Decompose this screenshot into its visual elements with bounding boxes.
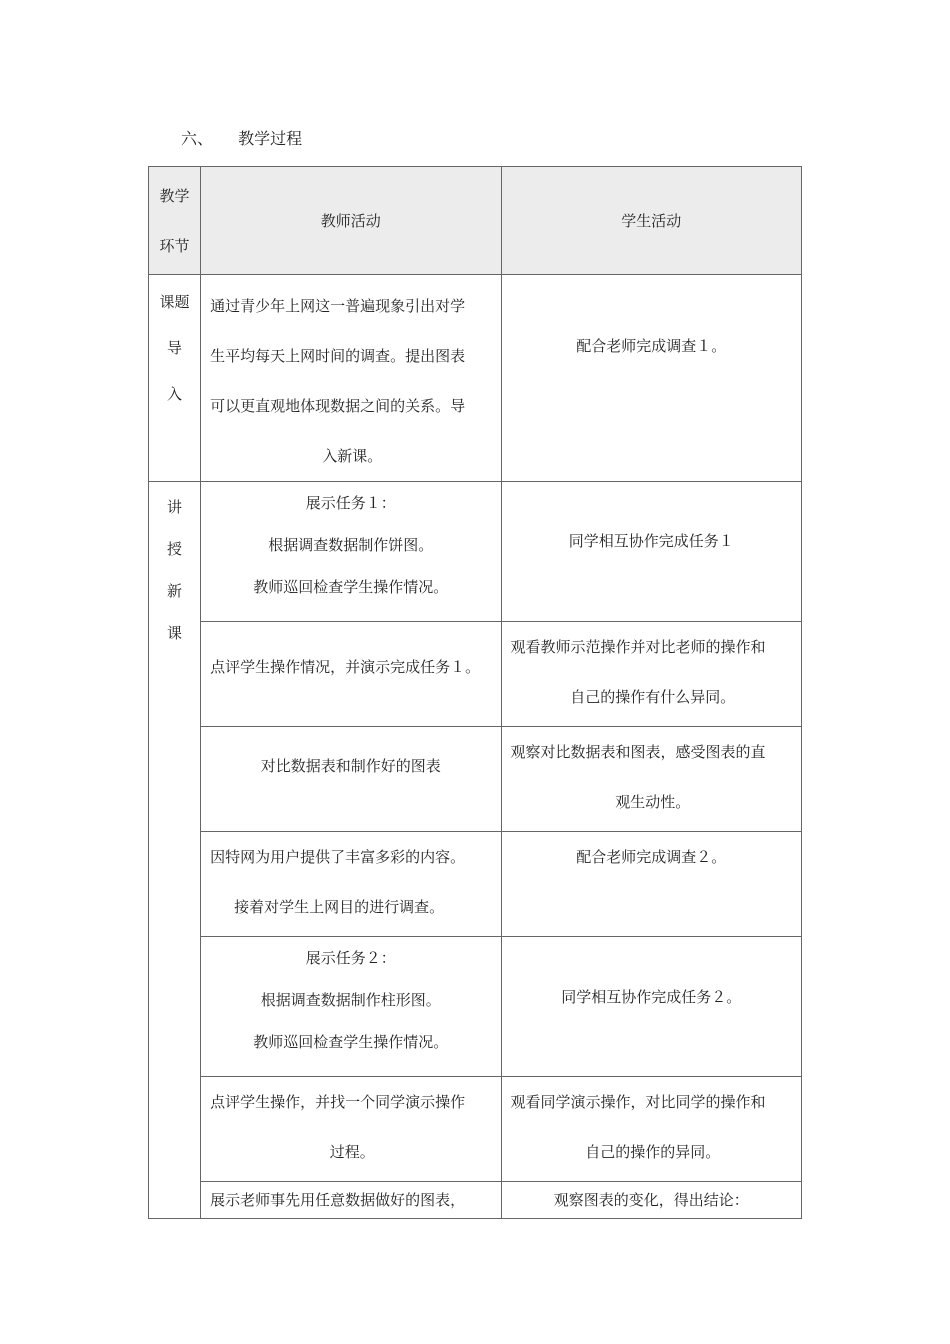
teacher-cell — [201, 1182, 501, 1219]
header-stage-line: 环节 — [159, 237, 190, 255]
stage-text: 课 — [167, 624, 183, 642]
student-cell — [501, 275, 801, 482]
stage-text: 授 — [167, 540, 183, 558]
teacher-cell — [201, 937, 501, 1077]
stage-text: 课题 — [159, 293, 190, 311]
teacher-cell — [201, 275, 501, 482]
table-header-row — [149, 167, 802, 275]
cell-line: 同学相互协作完成任务１ — [568, 532, 734, 550]
table-row — [149, 1182, 802, 1219]
stage-text: 入 — [167, 385, 183, 403]
table-row — [149, 1077, 802, 1182]
table-row — [149, 622, 802, 727]
table-row — [149, 727, 802, 832]
teacher-cell — [201, 482, 501, 622]
student-cell — [501, 727, 801, 832]
header-teacher: 教师活动 — [201, 167, 501, 275]
cell-line: 自己的操作有什么异同。 — [570, 688, 736, 706]
cell-line: 因特网为用户提供了丰富多彩的内容。 — [210, 848, 466, 866]
cell-line: 教师巡回检查学生操作情况。 — [253, 1033, 449, 1051]
student-cell — [501, 1182, 801, 1219]
cell-line: 配合老师完成调查２。 — [576, 848, 727, 866]
cell-line: 根据调查数据制作饼图。 — [268, 536, 434, 554]
cell-line: 观看同学演示操作，对比同学的操作和 — [510, 1093, 766, 1111]
cell-line: 观察对比数据表和图表，感受图表的直 — [510, 743, 766, 761]
student-cell — [501, 482, 801, 622]
stage-cell — [149, 275, 201, 482]
cell-line: 展示任务１： — [305, 494, 396, 512]
cell-line: 生平均每天上网时间的调查。提出图表 — [210, 347, 466, 365]
teaching-process-table — [148, 166, 802, 1219]
stage-cell — [149, 482, 201, 1219]
cell-line: 观看教师示范操作并对比老师的操作和 — [510, 638, 766, 656]
cell-line: 过程。 — [329, 1143, 375, 1161]
cell-line: 点评学生操作情况，并演示完成任务１。 — [210, 658, 481, 676]
cell-line: 根据调查数据制作柱形图。 — [260, 991, 441, 1009]
student-cell — [501, 832, 801, 937]
cell-line: 观察图表的变化，得出结论： — [553, 1191, 749, 1209]
table-row — [149, 275, 802, 482]
cell-line: 配合老师完成调查１。 — [576, 337, 727, 355]
section-number: 六、 — [181, 129, 214, 148]
cell-line: 展示任务２： — [305, 949, 396, 967]
cell-line: 同学相互协作完成任务２。 — [561, 988, 742, 1006]
cell-line: 点评学生操作，并找一个同学演示操作 — [210, 1093, 466, 1111]
cell-line: 通过青少年上网这一普遍现象引出对学 — [210, 297, 466, 315]
section-heading — [181, 126, 302, 149]
section-title: 教学过程 — [238, 129, 303, 148]
cell-line: 自己的操作的异同。 — [585, 1143, 721, 1161]
cell-line: 展示老师事先用任意数据做好的图表， — [210, 1191, 466, 1209]
header-student: 学生活动 — [501, 167, 801, 275]
table-row — [149, 482, 802, 622]
table-row — [149, 832, 802, 937]
teacher-cell — [201, 727, 501, 832]
teacher-cell — [201, 832, 501, 937]
cell-line: 对比数据表和制作好的图表 — [260, 757, 441, 775]
student-cell — [501, 1077, 801, 1182]
student-cell — [501, 937, 801, 1077]
stage-text: 新 — [167, 582, 183, 600]
student-cell — [501, 622, 801, 727]
cell-line: 入新课。 — [322, 447, 383, 465]
header-stage — [149, 167, 201, 275]
header-stage-line: 教学 — [159, 187, 190, 205]
stage-text: 讲 — [167, 498, 183, 516]
cell-line: 可以更直观地体现数据之间的关系。导 — [210, 397, 466, 415]
cell-line: 教师巡回检查学生操作情况。 — [253, 578, 449, 596]
cell-line: 接着对学生上网目的进行调查。 — [234, 898, 445, 916]
teacher-cell — [201, 1077, 501, 1182]
teacher-cell — [201, 622, 501, 727]
cell-line: 观生动性。 — [615, 793, 691, 811]
stage-text: 导 — [167, 339, 183, 357]
table-row — [149, 937, 802, 1077]
